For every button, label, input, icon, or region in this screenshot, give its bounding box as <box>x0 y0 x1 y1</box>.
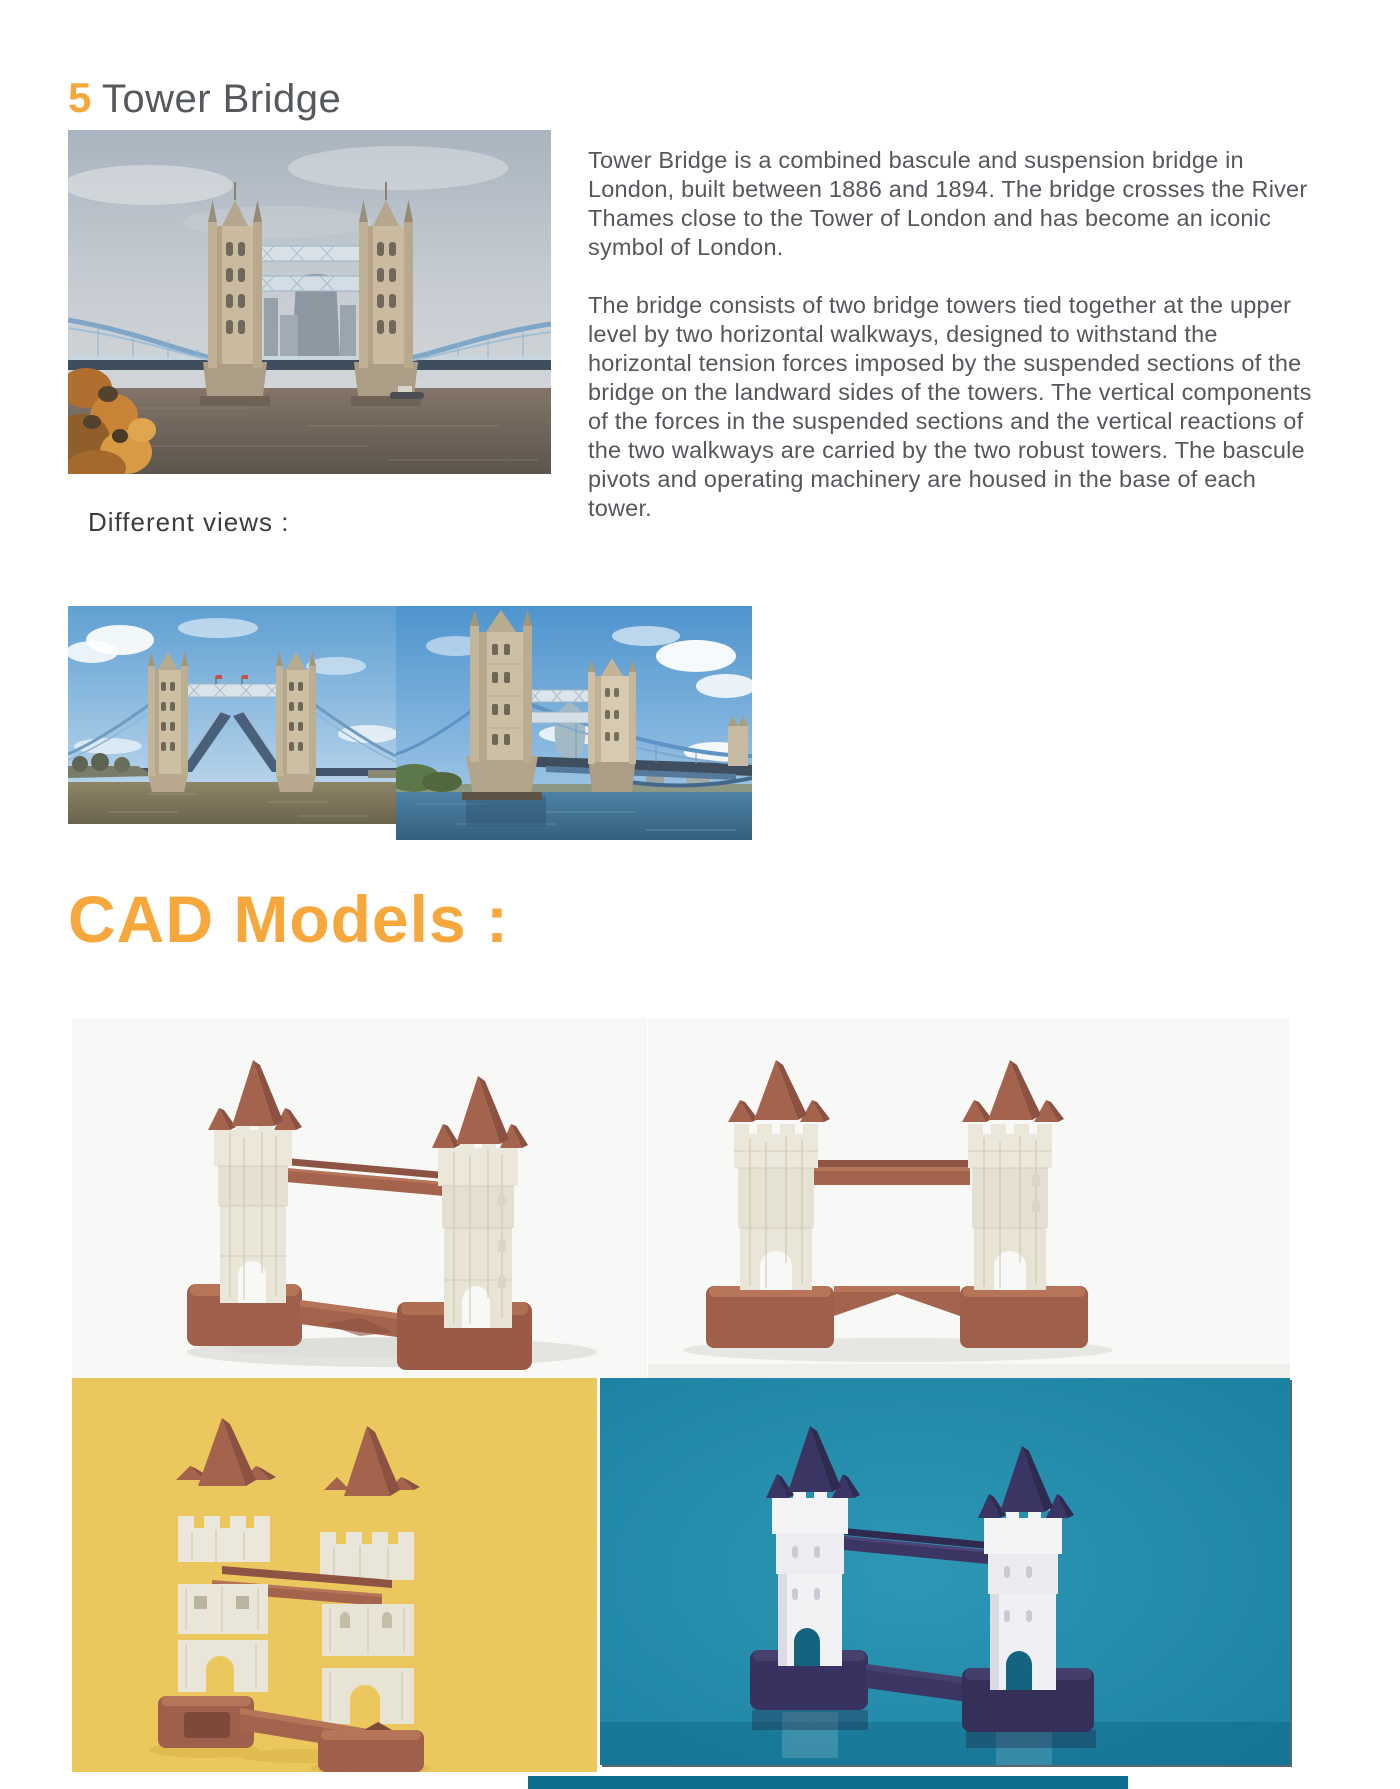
tower-cap-left <box>178 1516 270 1562</box>
tower-left <box>208 1060 302 1303</box>
tower-mid-right <box>322 1604 414 1656</box>
teal-floor <box>600 1378 1290 1765</box>
intro-text <box>588 146 1314 552</box>
tower-far <box>588 658 636 792</box>
walkway-beam <box>814 1160 970 1185</box>
section-header <box>68 74 341 122</box>
page-title: Tower Bridge <box>101 77 342 121</box>
tower-right <box>432 1076 528 1328</box>
tower-cap-right <box>320 1532 414 1580</box>
tower-mid-left <box>178 1584 268 1634</box>
roof-pyramids <box>208 1060 302 1130</box>
different-views-label: Different views : <box>88 507 290 537</box>
water <box>396 792 752 840</box>
tower-right <box>351 182 421 406</box>
cad-models-heading: CAD Models : <box>68 882 509 956</box>
tower-near <box>462 610 542 800</box>
tower-right <box>276 652 316 792</box>
intro-paragraph-2: The bridge consists of two bridge towers tied together at the upper level by two horizontal walkways, designed to withstand the horizontal tension forces imposed by the suspended sections of the bridge on the landward sides of the towers. The vertical components of the forces in the suspended sections and the vertical reactions of the two walkways are carried by the two robust towers. The bascule pivots and operating machinery are housed in the base of each tower. <box>588 292 1312 521</box>
tower-bottom-left <box>178 1640 268 1692</box>
cad-render-perspective <box>72 1018 647 1378</box>
intro-paragraph-1: Tower Bridge is a combined bascule and suspension bridge in London, built between 1886 and 1894. The bridge crosses the River Thames close to the Tower of London and has become an iconic symbol of London. <box>588 147 1308 260</box>
roof-pyramids <box>728 1060 830 1122</box>
cad-render-front <box>648 1018 1290 1378</box>
roof-pieces-right <box>324 1426 420 1496</box>
cad-render-exploded <box>72 1378 597 1772</box>
section-number: 5 <box>68 74 92 121</box>
next-render-strip <box>528 1776 1128 1789</box>
photo-angled-view <box>396 606 752 840</box>
roof-pieces-left <box>176 1418 276 1486</box>
hero-photo-tower-bridge <box>68 130 551 474</box>
tower-left <box>148 652 188 792</box>
photo-bascules-open <box>68 606 396 824</box>
walkway-beams <box>286 1158 444 1196</box>
tower-right <box>962 1060 1064 1290</box>
cad-render-navy <box>600 1378 1290 1765</box>
water <box>68 782 396 824</box>
tower-left <box>200 182 270 406</box>
roof-pyramids <box>432 1076 528 1148</box>
roof-pyramids <box>962 1060 1064 1122</box>
tower-bottom-right <box>322 1668 414 1724</box>
